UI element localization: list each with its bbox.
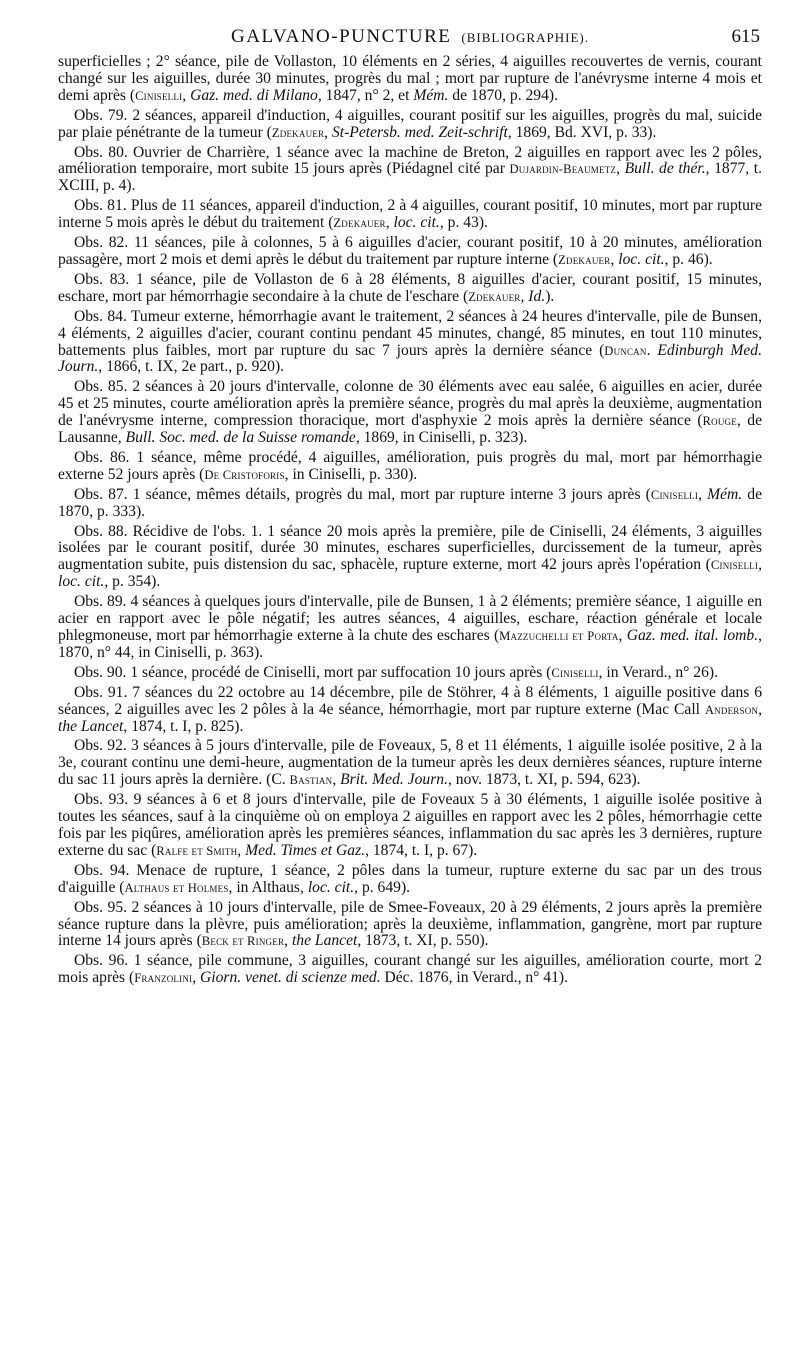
author-name: Bastian [289,773,333,788]
text-segment: Obs. 86. 1 séance, même procédé, 4 aiguilles, amélioration, puis progrès du mal, mort par hémorrhagie externe 52 jours après ( [58,448,762,483]
citation-title: Bull. de thér. [624,160,706,178]
text-segment: Déc. 1876, in Verard., n° 41). [380,969,568,987]
text-segment: , in Verard., n° 26). [598,663,718,681]
continuation-paragraph [58,54,762,105]
text-segment: Obs. 92. 3 séances à 5 jours d'intervalle, pile de Foveaux, 5, 8 et 11 éléments, 1 aiguille isolée positive, 2 à la 3e, courant continu une demi-heure, augmentation de la tumeur après les deux dernières séances, rupture interne du sac 11 jours après la dernière. (C. [58,737,762,789]
author-name: De Cristoforis [204,467,285,482]
text-segment: , 1877, t. XCIII, p. 4). [58,160,762,195]
citation-title: Gaz. med. ital. lomb. [626,627,759,644]
observation-paragraph [58,594,762,662]
running-subtitle: (BIBLIOGRAPHIE). [461,30,589,45]
text-segment: Obs. 81. Plus de 11 séances, appareil d'induction, 2 à 4 aiguilles, courant positif, 10 minutes, mort par rupture interne 5 mois après le début du traitement ( [58,197,762,232]
author-name: Franzolini [134,971,193,986]
citation-title: loc. cit. [307,878,355,896]
page-number: 615 [731,26,760,47]
author-name: Althaus et Holmes [124,880,229,895]
author-name: Mazzuchelli et Porta [499,629,619,643]
text-segment: , [324,123,332,141]
text-segment: Obs. 84. Tumeur externe, hémorrhagie avant le traitement, 2 séances à 24 heures d'intervalle, pile de Bunsen, 4 éléments, 2 aiguilles d'acier, courant continu pendant 45 minutes, changé, 85 minutes, en tout 110 minutes, battements plus faibles, mort par rupture du sac 7 jours après la dernière séance ( [58,307,762,359]
text-segment: , in Ciniselli, p. 330). [284,465,418,483]
text-segment: Obs. 95. 2 séances à 10 jours d'intervalle, pile de Smee-Foveaux, 20 à 29 éléments, 2 jours après la première séance rupture dans la plèvre, puis amélioration; après la deuxième, inflammation, gangrène, mort par rupture interne 14 jours après ( [58,898,762,950]
author-name: Duncan [604,343,647,358]
citation-title: Bull. Soc. med. de la Suisse romande [125,429,356,447]
text-segment: , [237,841,246,859]
author-name: Ciniselli [650,487,699,502]
text-segment: , 1869, Bd. XVI, p. 33). [507,123,657,141]
text-segment: , de Lausanne, [58,412,763,447]
observation-paragraph [58,198,762,232]
author-name: Zdekauer [558,252,611,267]
observation-paragraph [58,145,762,196]
citation-title: St-Petersb. med. Zeit-schrift [331,123,508,141]
observation-paragraph [58,309,762,377]
text-segment: Obs. 93. 9 séances à 6 et 8 jours d'intervalle, pile de Foveaux 5 à 30 éléments, 1 aiguille isolée positive à toutes les séances, sauf à la cinquième où on employa 2 aiguilles en rapport avec les 2 pôles, hémorrhagie cette fois par les piqûres, amélioration après les premières séances, inflammation du sac après les 3 dernières, rupture externe du sac ( [58,791,762,859]
observation-paragraph [58,953,762,987]
observation-paragraph [58,665,762,682]
text-segment: , [332,771,341,789]
text-segment: Obs. 94. Menace de rupture, 1 séance, 2 pôles dans la tumeur, rupture externe du sac par un des trous d'aiguille ( [58,861,762,896]
citation-title: loc. cit. [393,214,440,232]
text-segment: , [616,160,625,178]
text-segment: , [182,86,191,104]
text-segment: , [520,287,529,305]
text-segment: , [610,250,619,268]
observation-paragraph [58,272,762,306]
observation-paragraph [58,235,762,269]
text-segment: Obs. 88. Récidive de l'obs. 1. 1 séance 20 mois après la première, pile de Ciniselli, 24 éléments, 3 aiguilles isolées par le courant positif, durée 30 minutes, eschares superficielles, durcissement de la tumeur, après augmentation subite, puis distension du sac, sphacèle, rupture externe, mort 42 jours après l'opération ( [58,522,762,574]
text-segment: , nov. 1873, t. XI, p. 594, 623). [447,771,641,789]
body-text [58,54,762,987]
observation-paragraph [58,379,762,447]
author-name: Zdekauer [271,125,325,140]
text-segment: , p. 354). [104,573,161,591]
text-segment: Obs. 96. 1 séance, pile commune, 3 aiguilles, courant changé sur les aiguilles, amélioration courte, mort 2 mois après ( [58,952,762,987]
author-name: Zdekauer [468,289,521,304]
text-segment: Obs. 90. 1 séance, procédé de Ciniselli, mort par suffocation 10 jours après ( [74,663,552,681]
text-segment: de 1870, p. 294). [448,86,558,104]
text-segment: de 1870, p. 333). [58,485,763,520]
citation-title: Giorn. venet. di scienze med. [200,969,381,987]
author-name: Rouge [702,414,737,429]
text-segment: , 1874, t. I, p. 825). [123,717,244,735]
author-name: Ciniselli [710,558,759,573]
citation-title: the Lancet [291,932,358,950]
citation-title: Id. [528,287,546,305]
text-segment: superficielles ; 2° séance, pile de Vollaston, 10 éléments en 2 séries, 4 aiguilles recouvertes de vernis, courant changé sur les aiguilles, durée 30 minutes, progrès du mal ; mort par rupture de l'anévrysme interne 4 mois et demi après ( [58,53,762,104]
text-segment: , [758,700,762,718]
text-segment: , 1866, t. IX, 2e part., p. 920). [98,358,285,376]
author-name: Ciniselli [135,88,183,103]
author-name: Zdekauer [333,216,386,231]
text-segment: . [646,341,658,359]
text-segment: , 1847, n° 2, et [317,86,414,104]
author-name: Dujardin-Beaumetz [509,162,617,177]
text-segment: Obs. 85. 2 séances à 20 jours d'intervalle, colonne de 30 éléments avec eau salée, 6 aiguilles en acier, durée 45 et 25 minutes, courte amélioration après la première séance, progrès du mal après la deuxième, augmentation de l'anévrysme interne, compression thoracique, mort d'asphyxie 2 mois après la dernière séance ( [58,378,762,430]
observation-paragraph [58,450,762,484]
text-segment: , [698,485,708,503]
text-segment: Obs. 89. 4 séances à quelques jours d'intervalle, pile de Bunsen, 1 à 2 éléments; première séance, 1 aiguille en acier en rapport avec le pôle négatif; les autres séances, 4 aiguilles, eschare, réaction générale et locale phlegmoneuse, mort par hémorrhagie externe à la chute des eschares ( [58,593,762,644]
citation-title: Edinburgh Med. Journ. [58,341,762,376]
text-segment: Obs. 82. 11 séances, pile à colonnes, 5 à 6 aiguilles d'acier, courant positif, 10 à 20 minutes, amélioration passagère, mort 2 mois et demi après le début du traitement par rupture interne ( [58,234,762,268]
citation-title: Mém. [707,485,743,503]
citation-title: the Lancet [58,717,124,735]
text-segment: , 1870, n° 44, in Ciniselli, p. 363). [58,627,762,661]
author-name: Anderson [704,702,759,717]
author-name: Ciniselli [551,665,599,680]
text-segment: Obs. 87. 1 séance, mêmes détails, progrès du mal, mort par rupture interne 3 jours après ( [74,485,651,503]
observation-paragraph [58,487,762,521]
author-name: Ralfe et Smith [156,843,238,858]
author-name: Beck et Ringer [201,934,285,949]
text-segment: Obs. 83. 1 séance, pile de Vollaston de 6 à 28 éléments, 8 aiguilles d'acier, courant positif, 15 minutes, eschare, mort par hémorrhagie secondaire à la chute de l'eschare ( [58,270,762,305]
observation-paragraph [58,900,762,951]
text-segment: , 1873, t. XI, p. 550). [357,932,489,950]
observation-paragraph [58,863,762,897]
text-segment: , in Althaus, [228,878,308,896]
running-head [58,26,762,54]
citation-title: Brit. Med. Journ. [340,771,448,789]
text-segment: , [618,627,627,644]
text-segment: , p. 43). [439,214,488,232]
text-segment: , [284,932,292,950]
text-segment: , [385,214,394,232]
observation-paragraph [58,792,762,860]
running-title: GALVANO-PUNCTURE [231,26,452,47]
text-segment: Obs. 80. Ouvrier de Charrière, 1 séance avec la machine de Breton, 2 aiguilles en rapport avec les 2 pôles, amélioration temporaire, mort subite 15 jours après (Piédagnel cité par [58,143,762,178]
observation-paragraph [58,108,762,142]
text-segment: Obs. 79. 2 séances, appareil d'induction, 4 aiguilles, courant positif sur les aiguilles, progrès du mal, suicide par plaie pénétrante de la tumeur ( [58,106,762,141]
text-segment: , p. 649). [354,878,411,896]
citation-title: loc. cit. [618,250,665,268]
text-segment: , 1869, in Ciniselli, p. 323). [355,429,528,447]
citation-title: loc. cit. [58,573,105,591]
text-segment: , [758,556,762,574]
citation-title: Gaz. med. di Milano [190,86,318,104]
citation-title: Med. Times et Gaz. [245,841,366,859]
text-segment: , [192,969,201,987]
observation-paragraph [58,524,762,592]
text-segment: , 1874, t. I, p. 67). [365,841,478,859]
observation-paragraph [58,685,762,736]
text-segment: , p. 46). [664,250,713,268]
text-segment: ). [545,287,555,305]
citation-title: Mém. [413,86,449,104]
observation-paragraph [58,738,762,789]
text-segment: Obs. 91. 7 séances du 22 octobre au 14 décembre, pile de Stöhrer, 4 à 8 éléments, 1 aiguille positive dans 6 séances, 2 aiguilles avec les 2 pôles à la 4e séance, hémorrhagie, mort par rupture externe (Mac Call [58,683,762,718]
